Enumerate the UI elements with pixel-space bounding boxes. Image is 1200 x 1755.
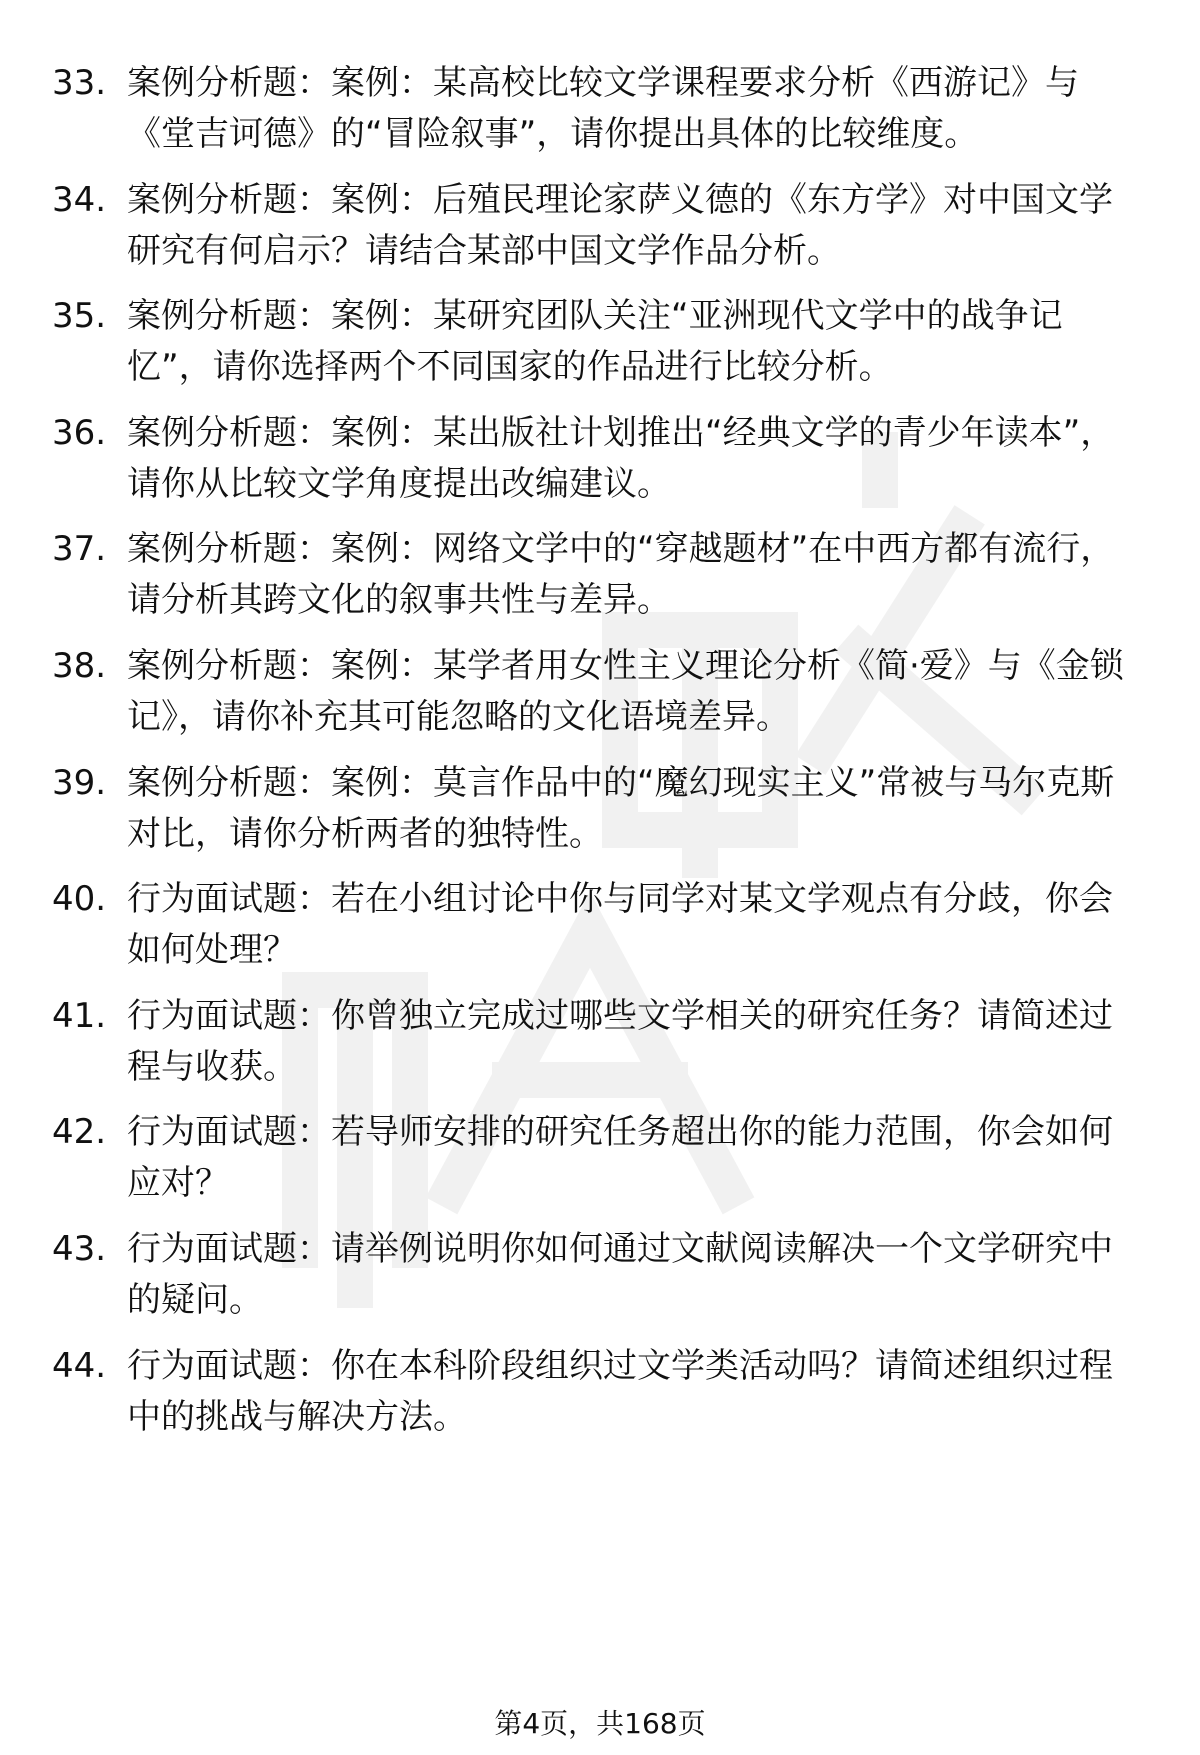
question-number: 33. xyxy=(52,63,107,103)
question-number: 39. xyxy=(52,763,107,803)
question-text: 案例分析题：案例：某学者用女性主义理论分析《简·爱》与《金锁记》，请你补充其可能忽略的文化语境差异。 xyxy=(127,646,1124,737)
question-number: 42. xyxy=(52,1112,107,1152)
question-text: 案例分析题：案例：后殖民理论家萨义德的《东方学》对中国文学研究有何启示？请结合某部中国文学作品分析。 xyxy=(127,180,1113,271)
question-number: 36. xyxy=(52,413,107,453)
question-number: 34. xyxy=(52,180,107,220)
question-number: 41. xyxy=(52,996,107,1036)
question-number: 40. xyxy=(52,879,107,919)
question-text: 行为面试题：你在本科阶段组织过文学类活动吗？请简述组织过程中的挑战与解决方法。 xyxy=(127,1346,1113,1437)
question-text: 行为面试题：请举例说明你如何通过文献阅读解决一个文学研究中的疑问。 xyxy=(127,1229,1113,1320)
question-number: 35. xyxy=(52,296,107,336)
question-number: 44. xyxy=(52,1346,107,1386)
question-text: 案例分析题：案例：网络文学中的“穿越题材”在中西方都有流行，请分析其跨文化的叙事共性与差异。 xyxy=(127,529,1115,620)
question-text: 案例分析题：案例：某高校比较文学课程要求分析《西游记》与《堂吉诃德》的“冒险叙事”，请你提出具体的比较维度。 xyxy=(127,63,1079,154)
question-number: 38. xyxy=(52,646,107,686)
question-text: 行为面试题：你曾独立完成过哪些文学相关的研究任务？请简述过程与收获。 xyxy=(127,996,1113,1087)
question-text: 案例分析题：案例：莫言作品中的“魔幻现实主义”常被与马尔克斯对比，请你分析两者的独特性。 xyxy=(127,763,1115,854)
question-number: 43. xyxy=(52,1229,107,1269)
question-text: 行为面试题：若导师安排的研究任务超出你的能力范围，你会如何应对？ xyxy=(127,1112,1113,1203)
question-text: 行为面试题：若在小组讨论中你与同学对某文学观点有分歧，你会如何处理？ xyxy=(127,879,1113,970)
page-number: 第4页，共168页 xyxy=(494,1707,706,1740)
question-text: 案例分析题：案例：某出版社计划推出“经典文学的青少年读本”，请你从比较文学角度提出改编建议。 xyxy=(127,413,1115,504)
question-number: 37. xyxy=(52,529,107,569)
question-text: 案例分析题：案例：某研究团队关注“亚洲现代文学中的战争记忆”，请你选择两个不同国家的作品进行比较分析。 xyxy=(127,296,1063,387)
